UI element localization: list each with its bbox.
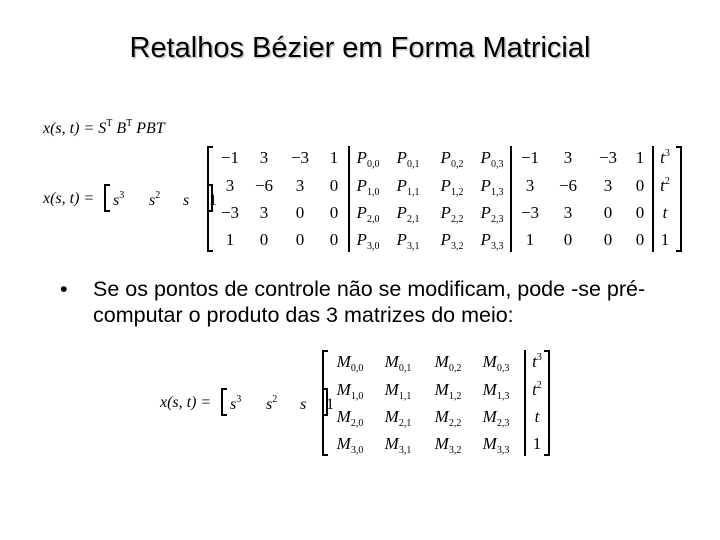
eq2-bright-cell: 0 [563, 230, 573, 249]
eq2-bright-cell: 3 [563, 203, 573, 222]
eq3-m-cell: $M_{1,0}$ [336, 380, 364, 402]
eq3-m-cell: $M_{0,0}$ [336, 352, 364, 374]
eq1-lhs: x(s, t) = S [43, 120, 107, 137]
eq1-rest: PBT [132, 120, 165, 137]
eq2-bright-cell: 3 [603, 176, 613, 195]
eq2-row-one: 1 [209, 192, 217, 209]
eq3-m-cell: $M_{2,1}$ [384, 407, 412, 429]
eq3-m-cell: $M_{0,2}$ [434, 352, 462, 374]
eq2-p-cell: $P_{3,2}$ [440, 230, 464, 252]
eq2-p-cell: $P_{1,0}$ [356, 176, 380, 198]
eq2-bright-cell: −6 [558, 176, 578, 195]
eq3-lhs: x(s, t) = [160, 394, 212, 411]
bullet-marker: • [60, 277, 68, 301]
eq3-m-cell: $M_{0,3}$ [482, 352, 510, 374]
eq2-p-cell: $P_{2,2}$ [440, 203, 464, 225]
slide-title: Retalhos Bézier em Forma Matricial [129, 32, 591, 64]
eq2-row-s3: s [113, 192, 120, 209]
eq2-bleft-cell: 0 [259, 230, 269, 249]
eq2-p-cell: $P_{0,1}$ [396, 148, 420, 170]
eq1-sup-t2: T [126, 118, 133, 129]
eq3-row-s2: s [266, 396, 273, 413]
eq2-p-cell: $P_{1,3}$ [480, 176, 504, 198]
eq2-p-cell: $P_{2,0}$ [356, 203, 380, 225]
eq3-m-cell: $M_{3,2}$ [434, 434, 462, 456]
eq2-t-cell: t [662, 203, 668, 222]
eq3-m-cell: $M_{3,3}$ [482, 434, 510, 456]
eq2-bleft-cell: 1 [329, 148, 339, 167]
eq2-row-vector [113, 190, 221, 210]
eq3-m-cell: $M_{1,1}$ [384, 380, 412, 402]
eq2-bleft-cell: 0 [329, 203, 339, 222]
eq2-bright-cell: 0 [635, 176, 645, 195]
eq2-bright-cell: 1 [635, 148, 645, 167]
eq3-m-cell: $M_{2,2}$ [434, 407, 462, 429]
eq2-bright-cell: 0 [635, 230, 645, 249]
eq2-p-cell: $P_{2,1}$ [396, 203, 420, 225]
eq2-p-cell: $P_{0,2}$ [440, 148, 464, 170]
eq2-t-cell: $t^2$ [660, 176, 670, 195]
eq1-sup-t1: T [106, 118, 113, 129]
eq3-row-s3: s [230, 396, 237, 413]
eq2-p-cell: $P_{0,0}$ [356, 148, 380, 170]
eq3-m-cell: $M_{0,1}$ [384, 352, 412, 374]
eq3-t-cell: $t^3$ [532, 352, 542, 371]
eq2-bright-cell: 0 [603, 203, 613, 222]
eq3-m-cell: $M_{2,0}$ [336, 407, 364, 429]
eq3-m-cell: $M_{3,0}$ [336, 434, 364, 456]
eq2-matrix-right-bracket [676, 146, 682, 252]
eq3-t-cell: $t^2$ [532, 380, 542, 399]
eq2-p-cell: $P_{2,3}$ [480, 203, 504, 225]
eq2-divider-2 [510, 146, 512, 252]
eq2-bright-cell: 3 [525, 176, 535, 195]
eq3-m-cell: $M_{3,1}$ [384, 434, 412, 456]
eq2-t-cell: 1 [660, 230, 670, 249]
eq2-matrix-left-bracket [207, 146, 213, 252]
eq1-b: B [112, 120, 127, 137]
eq2-bright-cell: −3 [598, 148, 618, 167]
eq2-lhs: x(s, t) = [43, 190, 95, 207]
eq2-row-exp2: 2 [155, 190, 161, 201]
equation-matrix-form [43, 118, 165, 138]
eq3-divider [524, 350, 526, 456]
eq3-rowvec-left-bracket [221, 388, 227, 416]
eq2-row-s2: s [149, 192, 156, 209]
eq3-row-exp3: 3 [236, 394, 242, 405]
eq2-bleft-cell: −3 [220, 203, 240, 222]
eq2-bleft-cell: 0 [329, 230, 339, 249]
bullet-text: Se os pontos de controle não se modificam, pode -se pré-computar o produto das 3 matrizes do meio: [93, 277, 646, 327]
eq2-divider-1 [348, 146, 350, 252]
eq2-t-cell: $t^3$ [660, 148, 670, 167]
eq2-p-cell: $P_{3,0}$ [356, 230, 380, 252]
eq2-divider-3 [652, 146, 654, 252]
eq2-bright-cell: −3 [520, 203, 540, 222]
eq2-bleft-cell: 3 [295, 176, 305, 195]
eq3-m-cell: $M_{1,2}$ [434, 380, 462, 402]
eq2-bleft-cell: −1 [220, 148, 240, 167]
eq3-m-cell: $M_{1,3}$ [482, 380, 510, 402]
eq2-bright-cell: 0 [635, 203, 645, 222]
eq3-t-cell: t [534, 407, 540, 426]
eq2-bleft-cell: 3 [259, 203, 269, 222]
eq2-p-cell: $P_{1,2}$ [440, 176, 464, 198]
eq2-bright-cell: 3 [563, 148, 573, 167]
eq2-rowvec-left-bracket [104, 184, 110, 212]
eq2-bleft-cell: 1 [225, 230, 235, 249]
eq2-bleft-cell: 0 [295, 203, 305, 222]
eq3-matrix-right-bracket [544, 350, 550, 456]
eq3-matrix-left-bracket [322, 350, 328, 456]
eq2-bright-cell: 0 [603, 230, 613, 249]
eq2-p-cell: $P_{1,1}$ [396, 176, 420, 198]
eq2-bleft-cell: −3 [290, 148, 310, 167]
eq2-bleft-cell: 0 [295, 230, 305, 249]
eq2-p-cell: $P_{3,1}$ [396, 230, 420, 252]
eq2-bleft-cell: 3 [225, 176, 235, 195]
eq3-row-exp2: 2 [272, 394, 278, 405]
eq2-bleft-cell: −6 [254, 176, 274, 195]
eq2-row-exp3: 3 [119, 190, 125, 201]
eq2-bright-cell: 1 [525, 230, 535, 249]
eq3-row-s: s [300, 396, 307, 413]
eq2-p-cell: $P_{0,3}$ [480, 148, 504, 170]
eq3-m-cell: $M_{2,3}$ [482, 407, 510, 429]
eq2-bright-cell: −1 [520, 148, 540, 167]
eq3-row-one: 1 [326, 396, 334, 413]
eq3-t-cell: 1 [532, 434, 542, 453]
eq2-bleft-cell: 3 [259, 148, 269, 167]
eq2-row-s: s [183, 192, 190, 209]
eq2-p-cell: $P_{3,3}$ [480, 230, 504, 252]
eq2-bleft-cell: 0 [329, 176, 339, 195]
